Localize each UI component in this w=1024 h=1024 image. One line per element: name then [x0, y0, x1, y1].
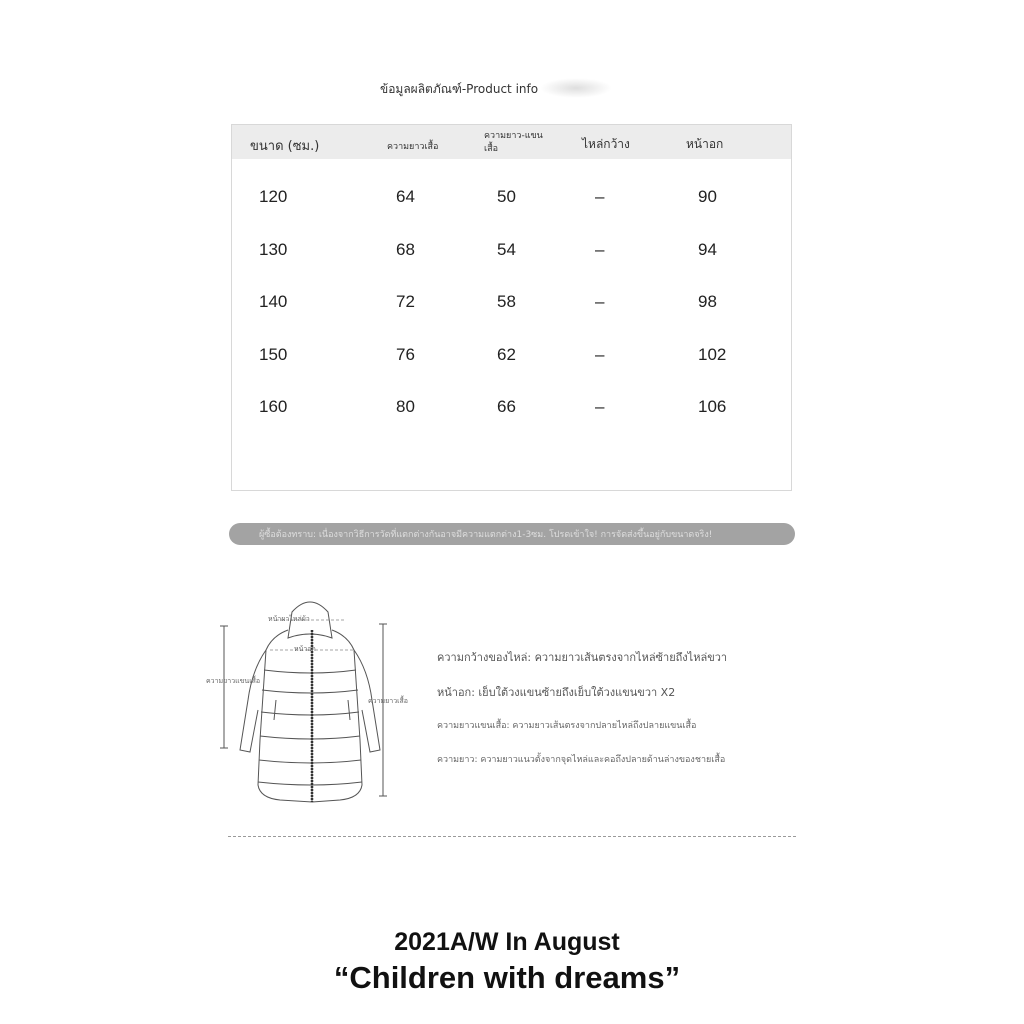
- cell-sleeve: 58: [497, 292, 516, 311]
- cell-chest: 90: [698, 187, 717, 206]
- cell-chest: 94: [698, 240, 717, 259]
- slogan-line-1: 2021A/W In August: [394, 928, 620, 956]
- cell-chest: 98: [698, 292, 717, 311]
- dim-sleeve-label: ความยาวแขนเสื้อ: [206, 677, 261, 685]
- legend-shoulder: ความกว้างของไหล่: ความยาวเส้นตรงจากไหล่ซ้ายถึงไหล่ขวา: [437, 651, 728, 664]
- cell-shoulder: –: [595, 345, 605, 364]
- header-sleeve: ความยาว-แขนเสื้อ: [484, 131, 543, 154]
- header-length: ความยาวเสื้อ: [387, 142, 439, 152]
- cell-length: 72: [396, 292, 415, 311]
- product-info-title: ข้อมูลผลิตภัณฑ์-Product info: [380, 82, 539, 96]
- table-header: [232, 125, 791, 159]
- dim-shoulder-label: หน้าผาไหล่ผ้า: [268, 615, 310, 623]
- cell-length: 68: [396, 240, 415, 259]
- cell-sleeve: 66: [497, 397, 516, 416]
- cell-chest: 106: [698, 397, 727, 416]
- jacket-diagram: [200, 590, 430, 810]
- notice-text: ผู้ซื้อต้องทราบ: เนื่องจากวิธีการวัดที่แตกต่างกันอาจมีความแตกต่าง1-3ซม. โปรดเข้าใจ! การจัดส่งขึ้นอยู่กับขนาดจริง!: [259, 530, 713, 540]
- header-chest: หน้าอก: [686, 137, 724, 151]
- table-row: [232, 340, 791, 370]
- cell-size: 140: [259, 292, 288, 311]
- cell-size: 150: [259, 345, 288, 364]
- cell-size: 160: [259, 397, 288, 416]
- cell-shoulder: –: [595, 292, 605, 311]
- cell-sleeve: 50: [497, 187, 516, 206]
- legend-length: ความยาว: ความยาวแนวตั้งจากจุดไหล่และคอถึงปลายด้านล่างของชายเสื้อ: [437, 755, 726, 765]
- cell-sleeve: 62: [497, 345, 516, 364]
- legend-sleeve: ความยาวแขนเสื้อ: ความยาวเส้นตรงจากปลายไหล่ถึงปลายแขนเสื้อ: [437, 721, 697, 731]
- cell-sleeve: 54: [497, 240, 516, 259]
- notice-banner: [229, 523, 795, 545]
- table-row: [232, 235, 791, 265]
- dashed-divider: [228, 836, 796, 837]
- dim-length-label: ความยาวเสื้อ: [368, 697, 408, 705]
- table-row: [232, 392, 791, 422]
- cell-size: 130: [259, 240, 288, 259]
- cell-length: 64: [396, 187, 415, 206]
- table-row: [232, 182, 791, 212]
- legend-chest: หน้าอก: เย็บใต้วงแขนซ้ายถึงเย็บใต้วงแขนขวา X2: [437, 686, 676, 699]
- dim-chest-label: หน้าอก: [294, 645, 316, 653]
- header-size: ขนาด (ซม.): [250, 139, 320, 154]
- size-table: [231, 124, 792, 491]
- cell-shoulder: –: [595, 397, 605, 416]
- cell-shoulder: –: [595, 187, 605, 206]
- slogan-line-2: “Children with dreams”: [333, 960, 681, 995]
- title-smudge: [540, 78, 612, 98]
- cell-chest: 102: [698, 345, 727, 364]
- cell-length: 76: [396, 345, 415, 364]
- header-shoulder: ไหล่กว้าง: [582, 137, 630, 151]
- table-row: [232, 287, 791, 317]
- cell-size: 120: [259, 187, 288, 206]
- cell-shoulder: –: [595, 240, 605, 259]
- cell-length: 80: [396, 397, 415, 416]
